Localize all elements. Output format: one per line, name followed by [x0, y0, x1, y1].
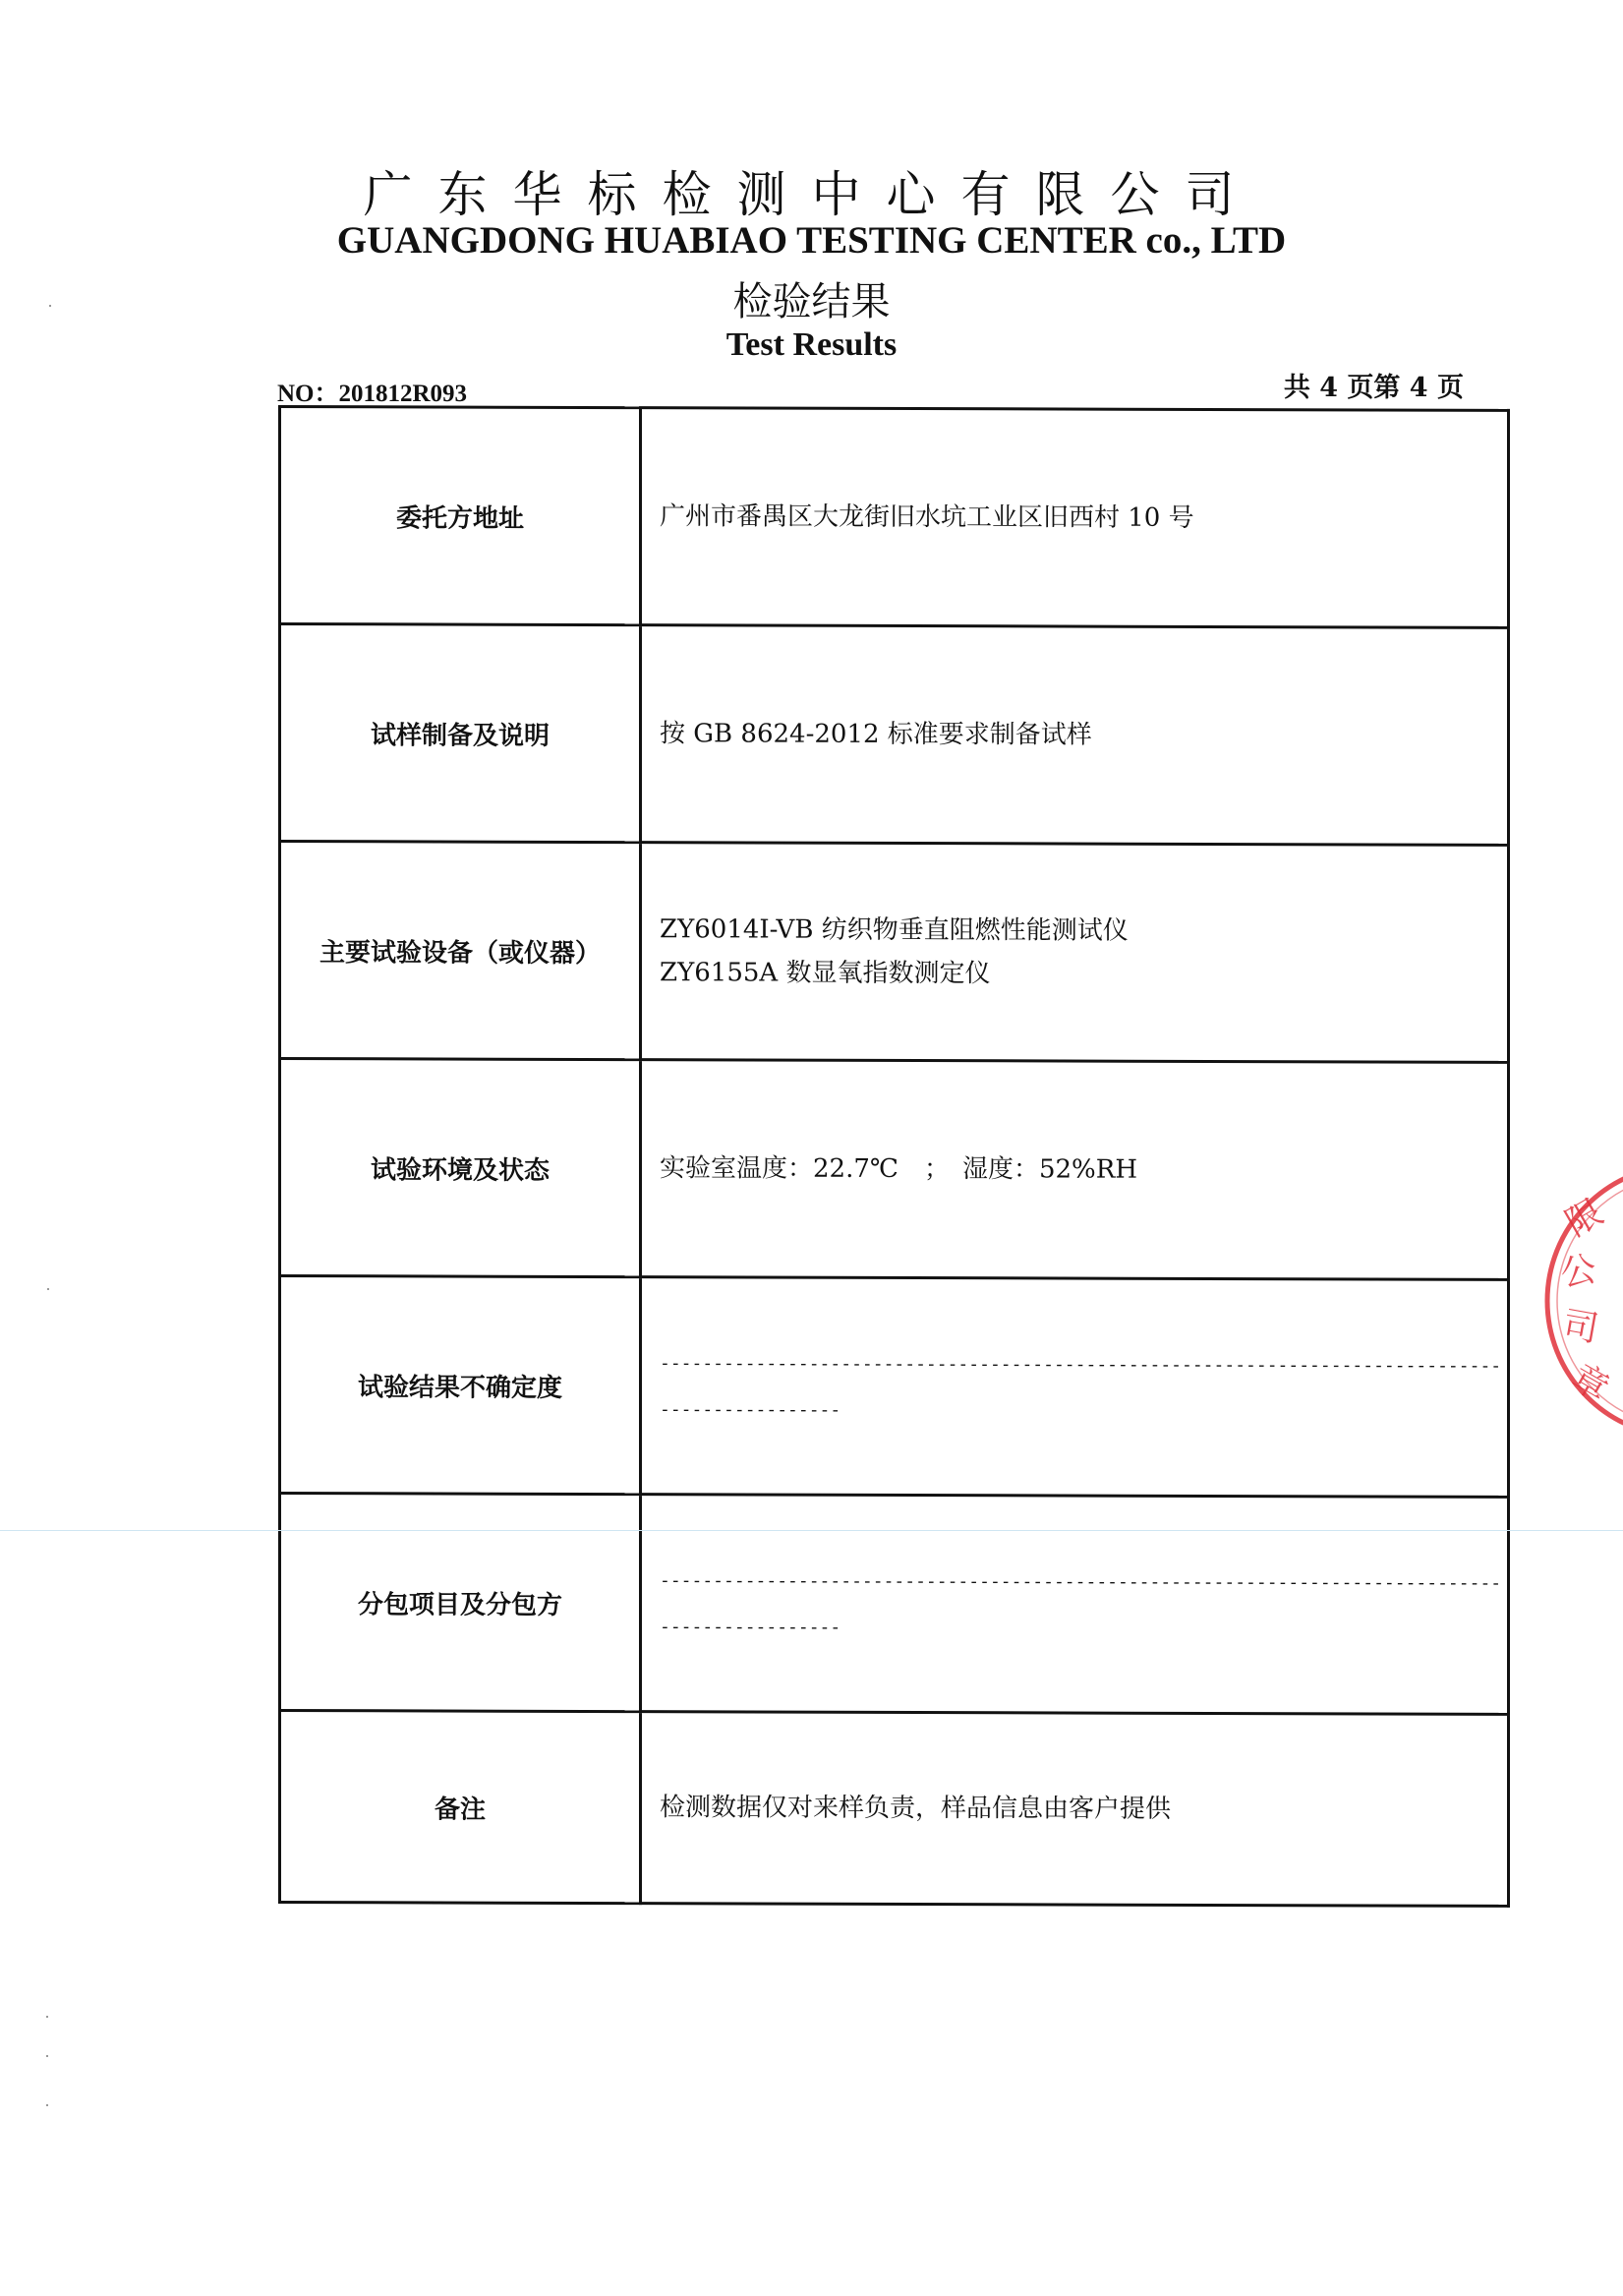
- scan-speck: [46, 2016, 48, 2018]
- scan-speck: [49, 305, 51, 307]
- row-label-uncertainty: 试验结果不确定度: [280, 1276, 641, 1495]
- row-label-subcontract: 分包项目及分包方: [280, 1494, 641, 1712]
- scan-speck: [46, 2104, 48, 2106]
- table-row: [280, 842, 1509, 1063]
- row-value-remarks: 检测数据仅对来样负责，样品信息由客户提供: [641, 1712, 1509, 1907]
- svg-text:章: 章: [1564, 1357, 1616, 1410]
- row-value-main-equipment: [641, 843, 1509, 1063]
- row-label-sample-preparation: 试样制备及说明: [280, 624, 641, 843]
- svg-text:限: 限: [1559, 1192, 1610, 1245]
- row-value-subcontract: [641, 1495, 1509, 1715]
- row-value-test-environment: 实验室温度：22.7℃ ； 湿度：52%RH: [641, 1060, 1509, 1280]
- svg-text:司: 司: [1559, 1304, 1602, 1351]
- row-value-client-address: 广州市番禺区大龙街旧水坑工业区旧西村 10 号: [641, 408, 1509, 628]
- results-table: [278, 405, 1510, 1908]
- row-label-main-equipment: 主要试验设备（或仪器）: [280, 842, 641, 1060]
- table-row: [280, 1711, 1509, 1907]
- company-name-en: GUANGDONG HUABIAO TESTING CENTER co., LTD: [336, 219, 1287, 262]
- table-row: [280, 624, 1509, 846]
- table-row: [280, 1059, 1509, 1280]
- svg-text:公: 公: [1557, 1249, 1600, 1295]
- row-label-client-address: 委托方地址: [280, 407, 641, 625]
- row-value-uncertainty: [641, 1277, 1509, 1498]
- company-name-cn: 广东华标检测中心有限公司: [363, 166, 1260, 223]
- scan-speck: [47, 1288, 49, 1290]
- equipment-line-2: ZY6155A 数显氧指数测定仪: [660, 958, 991, 989]
- document-title-en: Test Results: [725, 326, 898, 363]
- row-label-test-environment: 试验环境及状态: [280, 1059, 641, 1277]
- company-seal-stamp: [1536, 1158, 1623, 1443]
- table-row: [280, 407, 1509, 628]
- scan-guide-line: [0, 1530, 1623, 1531]
- table-row: [280, 1494, 1509, 1715]
- row-value-sample-preparation: 按 GB 8624-2012 标准要求制备试样: [641, 625, 1509, 846]
- dashed-placeholder: ------------------------------------------------------------------------------------------------: [660, 1353, 1502, 1421]
- page-indicator: 共 4 页第 4 页: [1283, 373, 1464, 403]
- table-row: [280, 1276, 1509, 1498]
- dashed-placeholder: ------------------------------------------------------------------------------------------------: [660, 1570, 1502, 1638]
- scan-speck: [46, 2055, 48, 2057]
- equipment-line-1: ZY6014I-VB 纺织物垂直阻燃性能测试仪: [660, 914, 1129, 946]
- document-title-cn: 检验结果: [732, 279, 891, 324]
- report-number: NO：201812R093: [277, 381, 468, 407]
- row-label-remarks: 备注: [280, 1711, 641, 1904]
